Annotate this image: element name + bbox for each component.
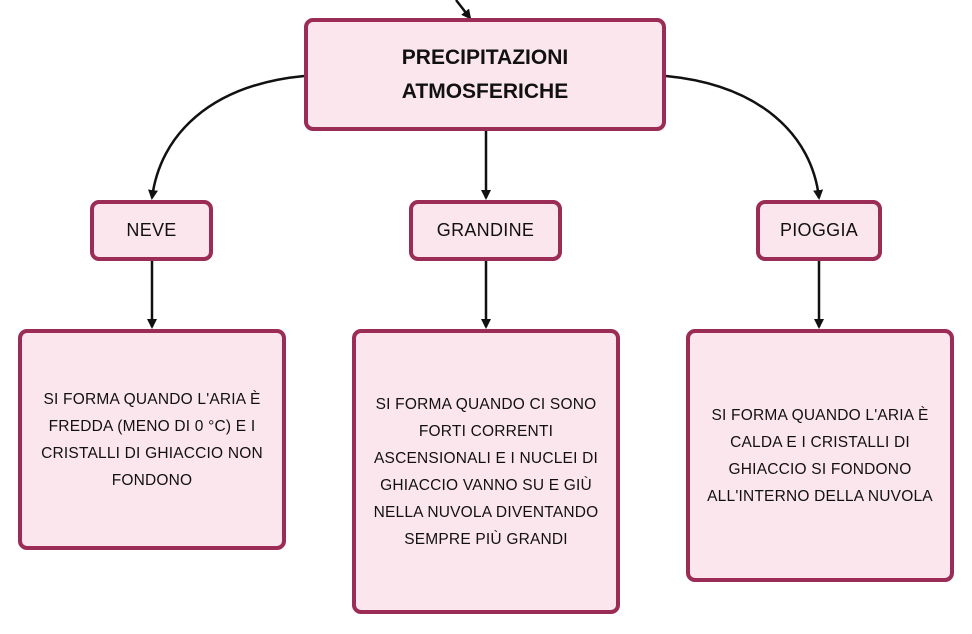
arrow-root-to-pioggia (666, 76, 819, 198)
root-node-label: PRECIPITAZIONI ATMOSFERICHE (401, 45, 569, 103)
description-text-grandine: SI FORMA QUANDO CI SONO FORTI CORRENTI ASCENSIONALI E I NUCLEI DI GHIACCIO VANNO SU E GIÙ NELLA NUVOLA DIVENTANDO SEMPRE PIÙ GRANDI (373, 395, 599, 548)
category-node-pioggia (756, 200, 882, 261)
incoming-arrow (456, 0, 470, 18)
category-label-neve: NEVE (126, 220, 177, 240)
category-label-pioggia: PIOGGIA (779, 220, 859, 240)
description-text-neve: SI FORMA QUANDO L'ARIA È FREDDA (MENO DI 0 °C) E I CRISTALLI DI GHIACCIO NON FONDONO (41, 390, 263, 489)
category-node-grandine (409, 200, 562, 261)
category-node-neve (90, 200, 213, 261)
description-text-pioggia: SI FORMA QUANDO L'ARIA È CALDA E I CRISTALLI DI GHIACCIO SI FONDONO ALL'INTERNO DELLA NUVOLA (707, 406, 933, 505)
category-label-grandine: GRANDINE (436, 220, 535, 240)
description-node-pioggia (686, 329, 954, 582)
root-node-precipitazioni-atmosferiche (304, 18, 666, 131)
description-node-neve (18, 329, 286, 550)
arrow-root-to-neve (152, 76, 304, 198)
description-node-grandine (352, 329, 620, 614)
